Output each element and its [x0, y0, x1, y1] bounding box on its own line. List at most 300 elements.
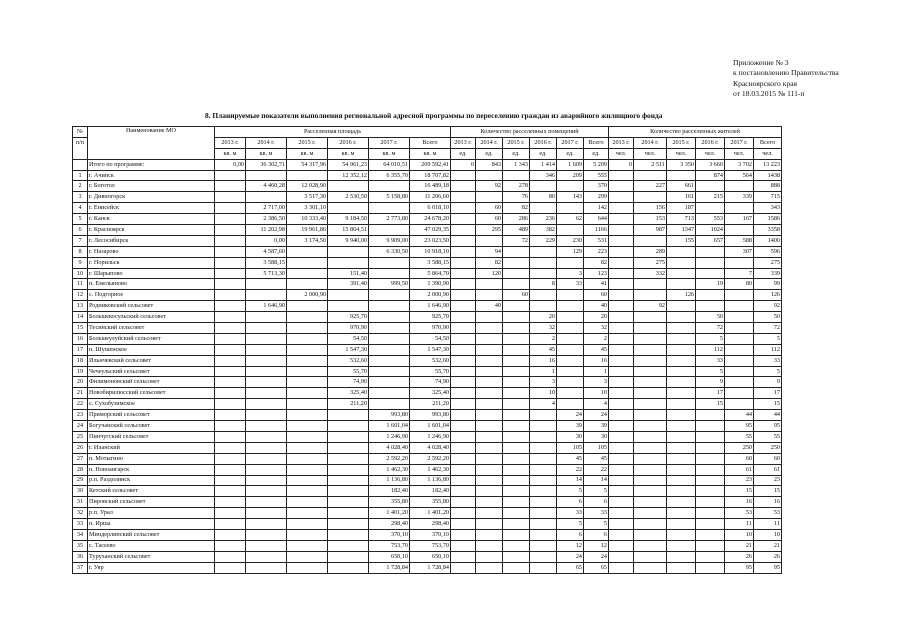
- cell-area-3: [328, 246, 369, 257]
- cell-rooms-2: [503, 333, 530, 344]
- cell-rooms-3: [530, 519, 557, 530]
- cell-rooms-4: [557, 344, 584, 355]
- municipality-name: Пинчугский сельсовет: [88, 431, 215, 442]
- cell-people-3: [696, 453, 725, 464]
- cell-rooms-5: 41: [584, 279, 609, 290]
- cell-people-3: 9: [696, 377, 725, 388]
- cell-rooms-5: 60: [584, 290, 609, 301]
- cell-rooms-0: [451, 540, 476, 551]
- cell-rooms-2: 72: [503, 235, 530, 246]
- cell-people-3: [696, 519, 725, 530]
- cell-rooms-1: 843: [476, 159, 503, 170]
- cell-rooms-1: [476, 235, 503, 246]
- municipality-name: Большекосульский сельсовет: [88, 312, 215, 323]
- cell-rooms-5: 30: [584, 431, 609, 442]
- cell-rooms-1: 92: [476, 181, 503, 192]
- cell-area-2: 10 333,40: [287, 214, 328, 225]
- cell-area-0: [215, 279, 246, 290]
- cell-people-0: [609, 203, 634, 214]
- cell-area-3: 15 864,51: [328, 225, 369, 236]
- cell-area-3: 532,60: [328, 355, 369, 366]
- table-row: [73, 344, 782, 355]
- cell-rooms-4: 33: [557, 508, 584, 519]
- cell-area-4: [369, 355, 410, 366]
- cell-rooms-1: [476, 388, 503, 399]
- cell-rooms-0: [451, 333, 476, 344]
- cell-area-3: 925,70: [328, 312, 369, 323]
- cell-people-5: 339: [754, 268, 782, 279]
- cell-rooms-2: [503, 475, 530, 486]
- cell-area-2: [287, 312, 328, 323]
- cell-people-1: [634, 377, 667, 388]
- cell-rooms-4: 39: [557, 421, 584, 432]
- table-row: [73, 442, 782, 453]
- cell-people-4: [725, 301, 754, 312]
- cell-people-2: 3 350: [667, 159, 696, 170]
- cell-rooms-3: [530, 421, 557, 432]
- municipality-name: р.п. Раздолинск: [88, 475, 215, 486]
- table-row: [73, 551, 782, 562]
- cell-area-1: [246, 192, 287, 203]
- row-number: 28: [73, 464, 88, 475]
- cell-rooms-4: [557, 399, 584, 410]
- cell-area-5: 532,60: [410, 355, 451, 366]
- cell-people-5: 15: [754, 486, 782, 497]
- cell-area-1: [246, 475, 287, 486]
- table-row: [73, 453, 782, 464]
- cell-people-2: 187: [667, 203, 696, 214]
- cell-people-2: [667, 508, 696, 519]
- cell-people-1: [634, 497, 667, 508]
- cell-area-0: [215, 486, 246, 497]
- table-row: [73, 333, 782, 344]
- row-number: 6: [73, 225, 88, 236]
- cell-area-2: [287, 431, 328, 442]
- cell-rooms-5: 33: [584, 508, 609, 519]
- cell-rooms-3: [530, 562, 557, 573]
- row-number: 31: [73, 497, 88, 508]
- cell-rooms-3: [530, 410, 557, 421]
- cell-area-4: 6 330,50: [369, 246, 410, 257]
- cell-rooms-3: 8: [530, 279, 557, 290]
- cell-people-5: 5: [754, 333, 782, 344]
- cell-area-3: 54,50: [328, 333, 369, 344]
- cell-area-4: 1 401,20: [369, 508, 410, 519]
- cell-rooms-5: 6: [584, 497, 609, 508]
- cell-area-5: 298,40: [410, 519, 451, 530]
- cell-area-2: [287, 453, 328, 464]
- header-unit-rooms-1: ед.: [476, 148, 503, 159]
- document-title: 8. Планируемые показатели выполнения региональной адресной программы по переселению граждан из аварийного жилищного фонда: [205, 111, 663, 120]
- cell-area-0: [215, 377, 246, 388]
- cell-people-3: [696, 181, 725, 192]
- municipality-name: Филимоновский сельсовет: [88, 377, 215, 388]
- table-row: [73, 497, 782, 508]
- cell-rooms-1: [476, 464, 503, 475]
- header-unit-people-5: чел.: [754, 148, 782, 159]
- municipality-name: Миндерлинский сельсовет: [88, 529, 215, 540]
- cell-people-1: [634, 323, 667, 334]
- cell-area-3: 1 547,30: [328, 344, 369, 355]
- cell-area-0: [215, 562, 246, 573]
- cell-rooms-0: [451, 279, 476, 290]
- cell-people-1: [634, 508, 667, 519]
- cell-people-5: 10: [754, 529, 782, 540]
- municipality-name: р.п. Урал: [88, 508, 215, 519]
- cell-people-1: [634, 519, 667, 530]
- cell-people-0: [609, 497, 634, 508]
- cell-rooms-3: [530, 246, 557, 257]
- cell-area-4: [369, 203, 410, 214]
- cell-people-0: [609, 279, 634, 290]
- cell-people-5: 50: [754, 312, 782, 323]
- cell-rooms-5: 1166: [584, 225, 609, 236]
- cell-people-5: 60: [754, 453, 782, 464]
- cell-rooms-1: [476, 442, 503, 453]
- cell-people-4: 167: [725, 214, 754, 225]
- table-row: [73, 508, 782, 519]
- cell-rooms-1: [476, 312, 503, 323]
- cell-rooms-5: 45: [584, 453, 609, 464]
- cell-rooms-5: 370: [584, 181, 609, 192]
- cell-area-4: 5 158,80: [369, 192, 410, 203]
- municipality-name: Туруханский сельсовет: [88, 551, 215, 562]
- municipality-name: г. Енисейск: [88, 203, 215, 214]
- cell-rooms-2: [503, 442, 530, 453]
- cell-people-1: [634, 529, 667, 540]
- header-unit-people-4: чел.: [725, 148, 754, 159]
- cell-area-0: [215, 181, 246, 192]
- cell-area-4: [369, 225, 410, 236]
- cell-area-5: 325,40: [410, 388, 451, 399]
- cell-rooms-4: 230: [557, 235, 584, 246]
- header-unit-area-3: кв. м: [328, 148, 369, 159]
- cell-area-5: 10 918,10: [410, 246, 451, 257]
- header-year-people-3: 2016 г.: [696, 137, 725, 148]
- cell-area-0: [215, 333, 246, 344]
- cell-area-4: 993,80: [369, 410, 410, 421]
- cell-area-1: [246, 290, 287, 301]
- cell-people-2: [667, 355, 696, 366]
- cell-people-5: 1400: [754, 235, 782, 246]
- cell-area-4: [369, 290, 410, 301]
- cell-people-0: [609, 333, 634, 344]
- cell-area-1: 2 386,50: [246, 214, 287, 225]
- cell-people-2: [667, 257, 696, 268]
- cell-area-4: [369, 312, 410, 323]
- cell-area-2: 3 517,30: [287, 192, 328, 203]
- cell-people-3: 5: [696, 333, 725, 344]
- cell-people-5: 275: [754, 257, 782, 268]
- cell-rooms-2: [503, 562, 530, 573]
- cell-rooms-3: [530, 453, 557, 464]
- cell-rooms-5: 644: [584, 214, 609, 225]
- cell-people-3: [696, 290, 725, 301]
- cell-people-0: [609, 290, 634, 301]
- cell-rooms-4: [557, 203, 584, 214]
- cell-people-4: 80: [725, 279, 754, 290]
- cell-people-1: [634, 355, 667, 366]
- row-number: 32: [73, 508, 88, 519]
- cell-area-1: [246, 421, 287, 432]
- cell-rooms-0: [451, 399, 476, 410]
- cell-people-2: [667, 421, 696, 432]
- cell-area-5: 211,20: [410, 399, 451, 410]
- cell-area-4: 753,70: [369, 540, 410, 551]
- cell-area-4: 1 728,84: [369, 562, 410, 573]
- cell-rooms-3: 1: [530, 366, 557, 377]
- cell-rooms-2: [503, 486, 530, 497]
- cell-people-2: [667, 442, 696, 453]
- municipality-name: с. Сухобузимское: [88, 399, 215, 410]
- municipality-name: Новобирилюсский сельсовет: [88, 388, 215, 399]
- cell-people-3: 112: [696, 344, 725, 355]
- cell-rooms-1: [476, 355, 503, 366]
- row-number: 10: [73, 268, 88, 279]
- cell-rooms-4: 24: [557, 410, 584, 421]
- cell-rooms-0: [451, 203, 476, 214]
- cell-people-5: 126: [754, 290, 782, 301]
- cell-people-5: 112: [754, 344, 782, 355]
- header-unit-rooms-5: ед.: [584, 148, 609, 159]
- cell-area-0: [215, 431, 246, 442]
- cell-rooms-4: [557, 257, 584, 268]
- cell-area-5: 1 401,20: [410, 508, 451, 519]
- cell-rooms-1: 40: [476, 301, 503, 312]
- cell-area-0: [215, 246, 246, 257]
- cell-people-5: 9: [754, 377, 782, 388]
- cell-people-5: 11: [754, 519, 782, 530]
- cell-rooms-0: [451, 388, 476, 399]
- cell-area-1: [246, 399, 287, 410]
- cell-people-3: 3 660: [696, 159, 725, 170]
- cell-people-1: [634, 410, 667, 421]
- cell-people-4: [725, 344, 754, 355]
- cell-area-4: 370,10: [369, 529, 410, 540]
- cell-area-0: [215, 344, 246, 355]
- table-row: [73, 388, 782, 399]
- cell-area-5: 1 646,90: [410, 301, 451, 312]
- cell-people-3: 657: [696, 235, 725, 246]
- cell-area-4: 999,50: [369, 279, 410, 290]
- cell-rooms-3: [530, 181, 557, 192]
- cell-people-3: [696, 203, 725, 214]
- cell-area-0: [215, 355, 246, 366]
- cell-people-5: 15: [754, 399, 782, 410]
- cell-people-0: [609, 344, 634, 355]
- cell-rooms-1: [476, 279, 503, 290]
- table-row: [73, 279, 782, 290]
- cell-people-2: [667, 366, 696, 377]
- cell-people-4: 7: [725, 268, 754, 279]
- cell-people-5: 1438: [754, 170, 782, 181]
- cell-area-3: [328, 257, 369, 268]
- cell-area-3: [328, 551, 369, 562]
- cell-rooms-4: [557, 290, 584, 301]
- cell-area-0: [215, 442, 246, 453]
- cell-rooms-3: [530, 268, 557, 279]
- cell-people-4: 3 702: [725, 159, 754, 170]
- cell-people-1: [634, 540, 667, 551]
- cell-area-4: [369, 268, 410, 279]
- cell-rooms-0: [451, 475, 476, 486]
- cell-rooms-5: 105: [584, 442, 609, 453]
- cell-area-5: 54,50: [410, 333, 451, 344]
- cell-area-0: [215, 410, 246, 421]
- header-year-people-5: Всего: [754, 137, 782, 148]
- municipality-name: с. Тасеево: [88, 540, 215, 551]
- cell-area-3: [328, 562, 369, 573]
- row-number: 24: [73, 421, 88, 432]
- cell-people-2: [667, 464, 696, 475]
- cell-area-2: [287, 486, 328, 497]
- municipality-name: с. Подгорное: [88, 290, 215, 301]
- municipality-name: Кетский сельсовет: [88, 486, 215, 497]
- cell-area-1: [246, 410, 287, 421]
- table-row: [73, 410, 782, 421]
- cell-people-1: [634, 388, 667, 399]
- cell-area-5: 1 601,04: [410, 421, 451, 432]
- cell-people-0: [609, 225, 634, 236]
- municipality-name: г. Шарыпово: [88, 268, 215, 279]
- cell-area-5: 11 206,60: [410, 192, 451, 203]
- cell-people-4: [725, 181, 754, 192]
- municipality-name: г. Красноярск: [88, 225, 215, 236]
- cell-rooms-2: [503, 312, 530, 323]
- cell-rooms-5: 24: [584, 410, 609, 421]
- row-number: 2: [73, 181, 88, 192]
- cell-rooms-0: [451, 431, 476, 442]
- header-unit-rooms-3: ед.: [530, 148, 557, 159]
- cell-area-1: [246, 508, 287, 519]
- cell-people-2: 1347: [667, 225, 696, 236]
- cell-area-1: [246, 388, 287, 399]
- cell-area-3: [328, 508, 369, 519]
- cell-people-1: [634, 475, 667, 486]
- cell-area-0: [215, 551, 246, 562]
- cell-people-4: [725, 333, 754, 344]
- cell-rooms-4: 5: [557, 486, 584, 497]
- cell-rooms-2: 286: [503, 214, 530, 225]
- cell-people-4: 95: [725, 562, 754, 573]
- row-number: 20: [73, 377, 88, 388]
- cell-people-1: [634, 279, 667, 290]
- cell-area-1: 11 202,98: [246, 225, 287, 236]
- table-row: [73, 181, 782, 192]
- table-row: [73, 301, 782, 312]
- cell-rooms-4: [557, 333, 584, 344]
- cell-area-5: 925,70: [410, 312, 451, 323]
- cell-rooms-3: 20: [530, 312, 557, 323]
- cell-area-3: 12 352,12: [328, 170, 369, 181]
- row-number: 34: [73, 529, 88, 540]
- cell-people-0: [609, 410, 634, 421]
- cell-area-3: 2 530,50: [328, 192, 369, 203]
- cell-rooms-5: 3: [584, 377, 609, 388]
- header-unit-area-4: кв. м: [369, 148, 410, 159]
- header-year-rooms-4: 2017 г.: [557, 137, 584, 148]
- cell-people-1: [634, 399, 667, 410]
- table-row: [73, 192, 782, 203]
- cell-rooms-2: 278: [503, 181, 530, 192]
- cell-area-3: [328, 410, 369, 421]
- row-number: 27: [73, 453, 88, 464]
- cell-rooms-4: 22: [557, 464, 584, 475]
- cell-area-4: [369, 399, 410, 410]
- header-year-rooms-0: 2013 г.: [451, 137, 476, 148]
- cell-area-1: 4 460,28: [246, 181, 287, 192]
- cell-people-4: 21: [725, 540, 754, 551]
- cell-people-2: 161: [667, 192, 696, 203]
- cell-rooms-4: 45: [557, 453, 584, 464]
- table-row: [73, 323, 782, 334]
- cell-people-2: [667, 377, 696, 388]
- cell-area-0: [215, 323, 246, 334]
- cell-area-3: [328, 519, 369, 530]
- row-number: 37: [73, 562, 88, 573]
- cell-area-5: 6 018,10: [410, 203, 451, 214]
- cell-area-3: 54 961,23: [328, 159, 369, 170]
- cell-rooms-4: 209: [557, 170, 584, 181]
- cell-rooms-4: 143: [557, 192, 584, 203]
- cell-area-0: [215, 508, 246, 519]
- cell-people-1: [634, 453, 667, 464]
- cell-people-4: [725, 355, 754, 366]
- cell-people-0: [609, 508, 634, 519]
- cell-rooms-4: [557, 355, 584, 366]
- cell-rooms-3: [530, 431, 557, 442]
- municipality-name: Большеулуйский сельсовет: [88, 333, 215, 344]
- cell-area-2: 19 961,86: [287, 225, 328, 236]
- cell-area-1: [246, 170, 287, 181]
- cell-area-1: 36 302,71: [246, 159, 287, 170]
- cell-people-0: [609, 529, 634, 540]
- cell-people-4: [725, 388, 754, 399]
- row-number: 7: [73, 235, 88, 246]
- cell-area-2: [287, 442, 328, 453]
- municipality-name: п. Мотыгино: [88, 453, 215, 464]
- cell-people-5: 95: [754, 421, 782, 432]
- cell-people-5: 5: [754, 366, 782, 377]
- cell-area-3: [328, 181, 369, 192]
- cell-area-4: 1 246,90: [369, 431, 410, 442]
- cell-people-3: [696, 562, 725, 573]
- header-year-area-5: Всего: [410, 137, 451, 148]
- cell-area-2: [287, 170, 328, 181]
- header-year-area-3: 2016 г.: [328, 137, 369, 148]
- header-year-rooms-2: 2015 г.: [503, 137, 530, 148]
- cell-area-0: [215, 421, 246, 432]
- cell-people-2: [667, 312, 696, 323]
- table-row: [73, 421, 782, 432]
- cell-rooms-3: 236: [530, 214, 557, 225]
- cell-rooms-1: [476, 529, 503, 540]
- header-year-rooms-3: 2016 г.: [530, 137, 557, 148]
- row-number: 3: [73, 192, 88, 203]
- cell-rooms-5: 555: [584, 170, 609, 181]
- cell-people-2: 661: [667, 181, 696, 192]
- cell-area-3: 211,20: [328, 399, 369, 410]
- cell-area-5: 370,10: [410, 529, 451, 540]
- cell-area-1: [246, 279, 287, 290]
- header-group-people: Количество расселенных жителей: [609, 127, 782, 138]
- row-number: 12: [73, 290, 88, 301]
- cell-people-3: 874: [696, 170, 725, 181]
- cell-people-5: 343: [754, 203, 782, 214]
- cell-rooms-0: [451, 312, 476, 323]
- cell-area-1: [246, 377, 287, 388]
- cell-area-1: [246, 312, 287, 323]
